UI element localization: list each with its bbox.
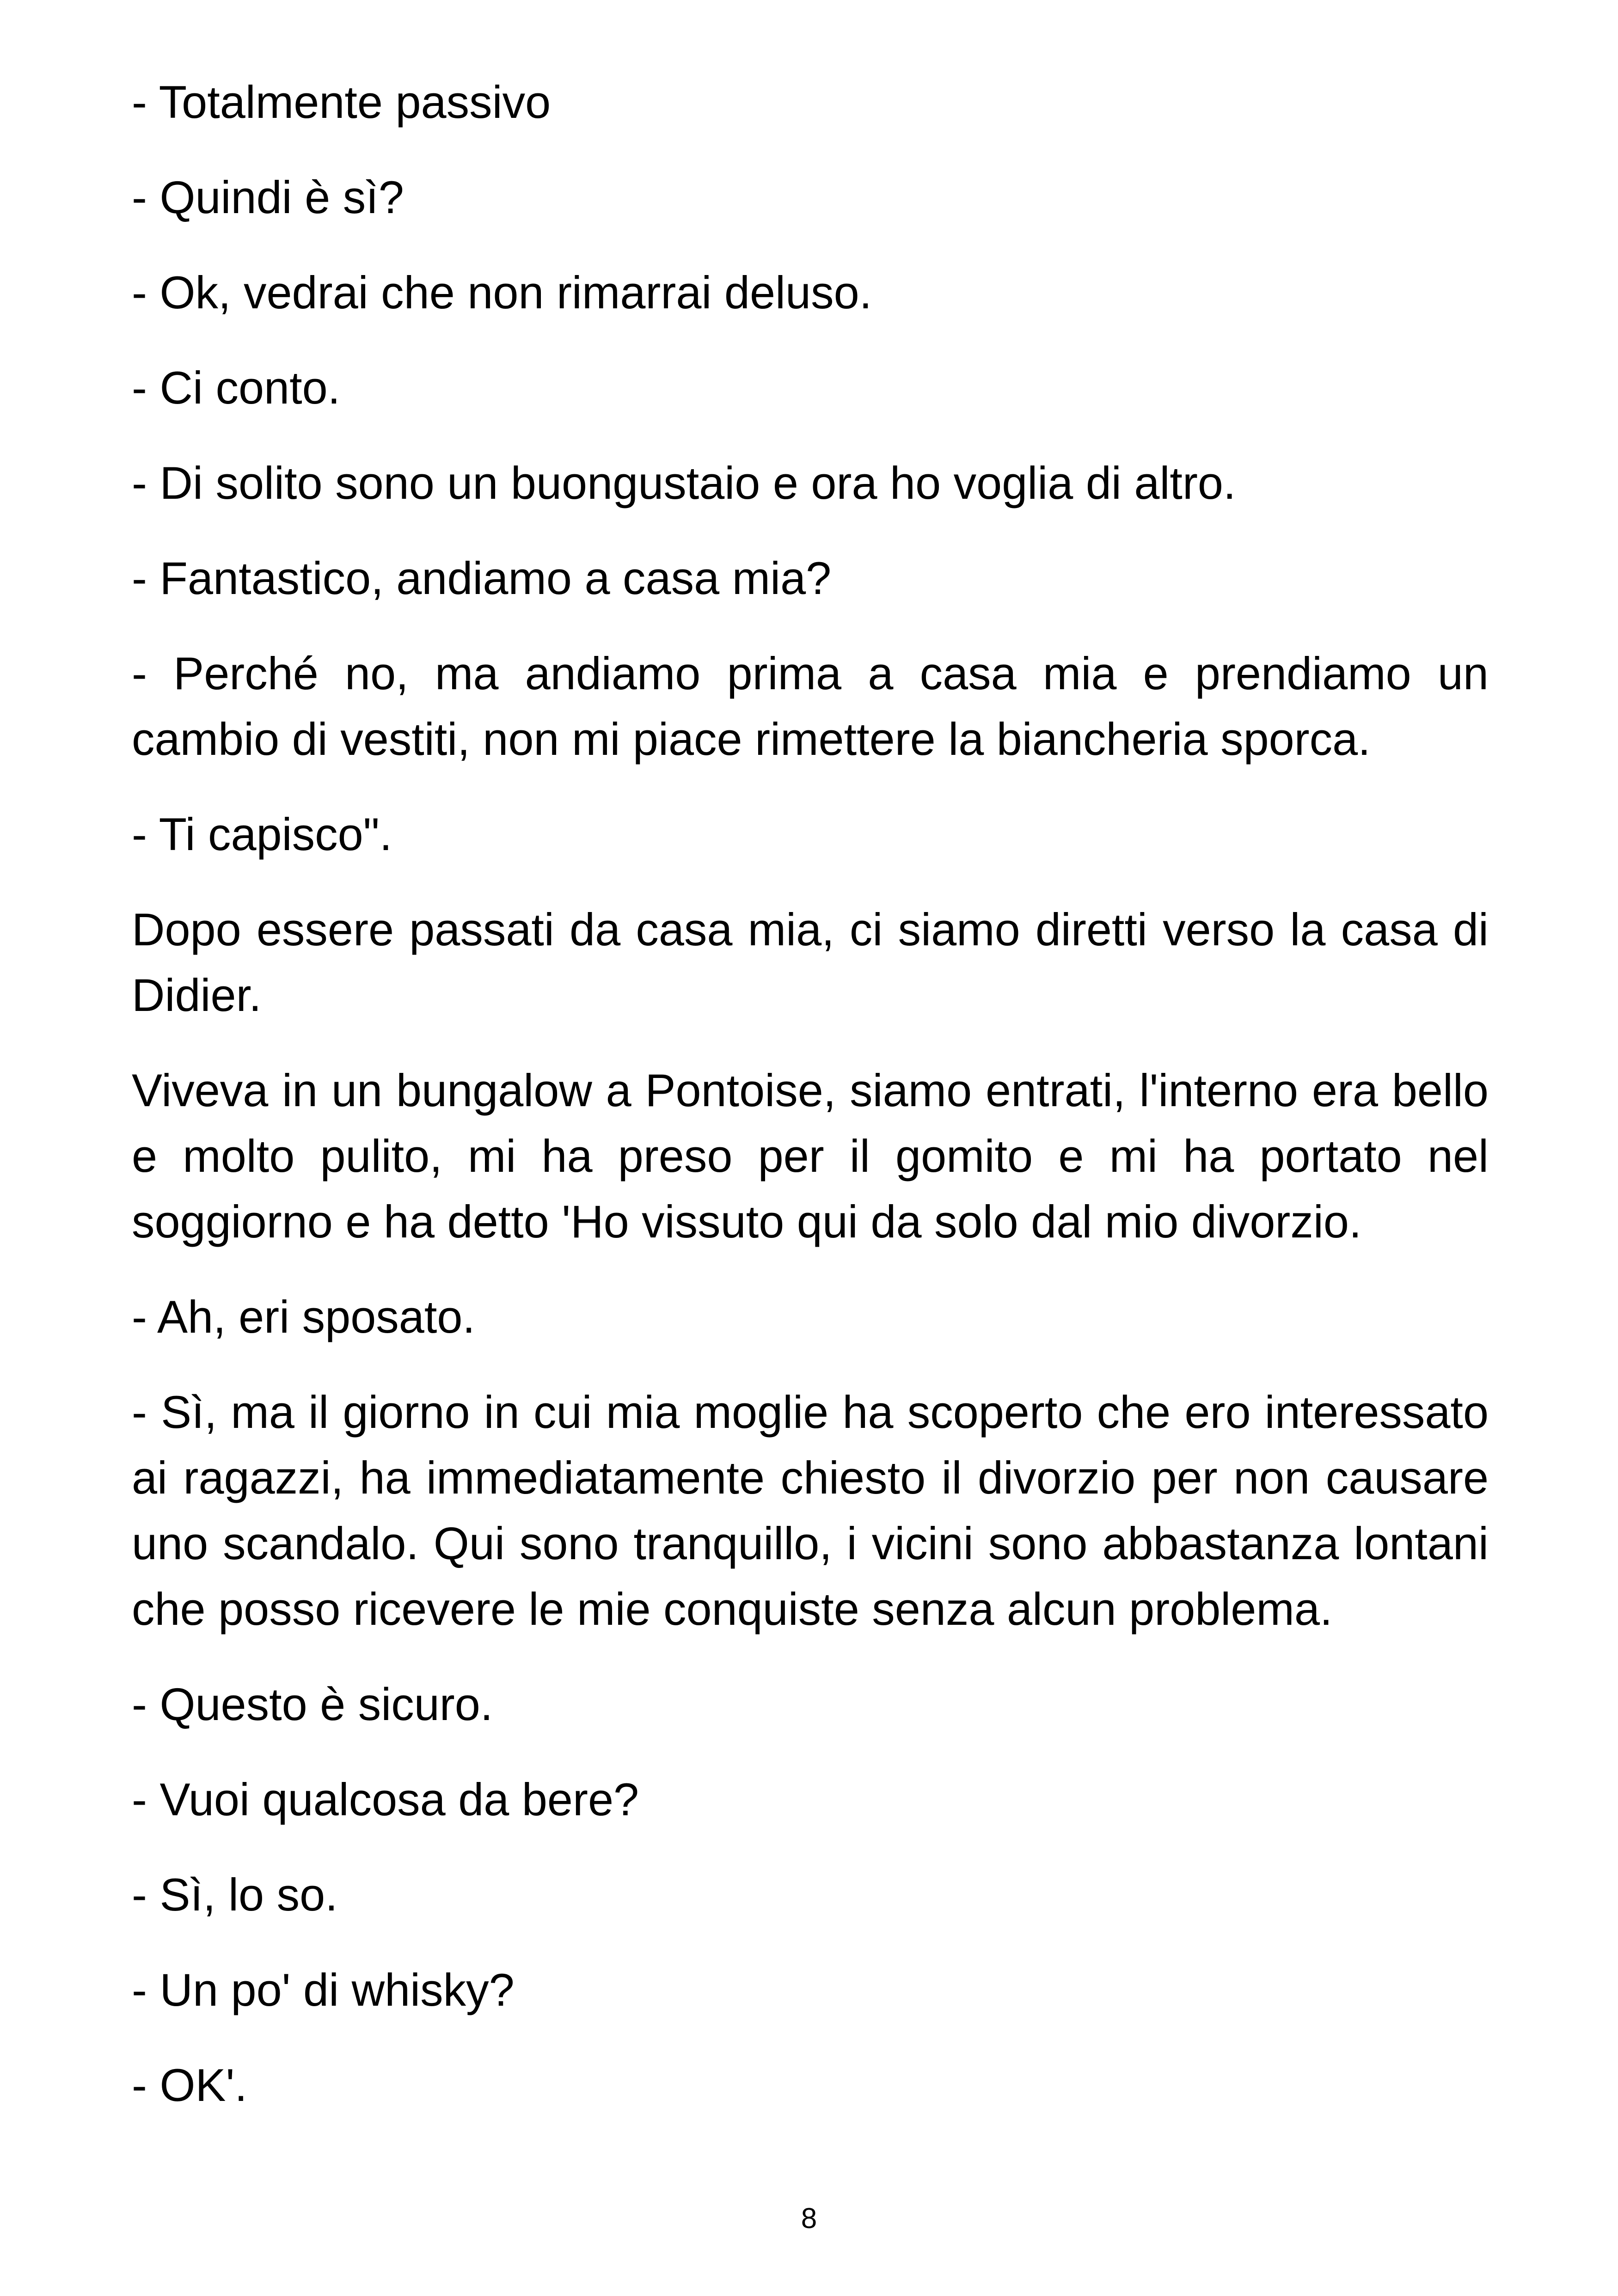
paragraph: - Un po' di whisky? <box>132 1964 515 2015</box>
paragraph: - Ci conto. <box>132 362 341 413</box>
paragraph: - Ti capisco". <box>132 808 392 860</box>
paragraph: - Totalmente passivo <box>132 76 551 128</box>
paragraph: - Questo è sicuro. <box>132 1678 493 1730</box>
paragraph: - Vuoi qualcosa da bere? <box>132 1774 639 1825</box>
body-text <box>132 69 1489 2148</box>
paragraph: - Sì, ma il giorno in cui mia moglie ha scoperto che ero interessato ai ragazzi, ha immediatamente chiesto il divorzio per non causare uno scandalo. Qui sono tranquillo, i vicini sono abbastanza lontani che posso ricevere le mie conquiste senza alcun problema. <box>132 1386 1489 1635</box>
paragraph: - Sì, lo so. <box>132 1869 338 1920</box>
paragraph: Dopo essere passati da casa mia, ci siamo diretti verso la casa di Didier. <box>132 904 1489 1021</box>
paragraph: - OK'. <box>132 2059 247 2111</box>
page-number: 8 <box>801 2203 817 2235</box>
paragraph: Viveva in un bungalow a Pontoise, siamo entrati, l'interno era bello e molto pulito, mi ha preso per il gomito e mi ha portato nel soggiorno e ha detto 'Ho vissuto qui da solo dal mio divorzio. <box>132 1065 1489 1247</box>
paragraph: - Ah, eri sposato. <box>132 1291 475 1342</box>
paragraph: - Fantastico, andiamo a casa mia? <box>132 552 832 604</box>
paragraph: - Di solito sono un buongustaio e ora ho voglia di altro. <box>132 457 1236 508</box>
paragraph: - Ok, vedrai che non rimarrai deluso. <box>132 267 872 318</box>
paragraph: - Perché no, ma andiamo prima a casa mia e prendiamo un cambio di vestiti, non mi piace rimettere la biancheria sporca. <box>132 648 1489 765</box>
paragraph: - Quindi è sì? <box>132 171 404 223</box>
